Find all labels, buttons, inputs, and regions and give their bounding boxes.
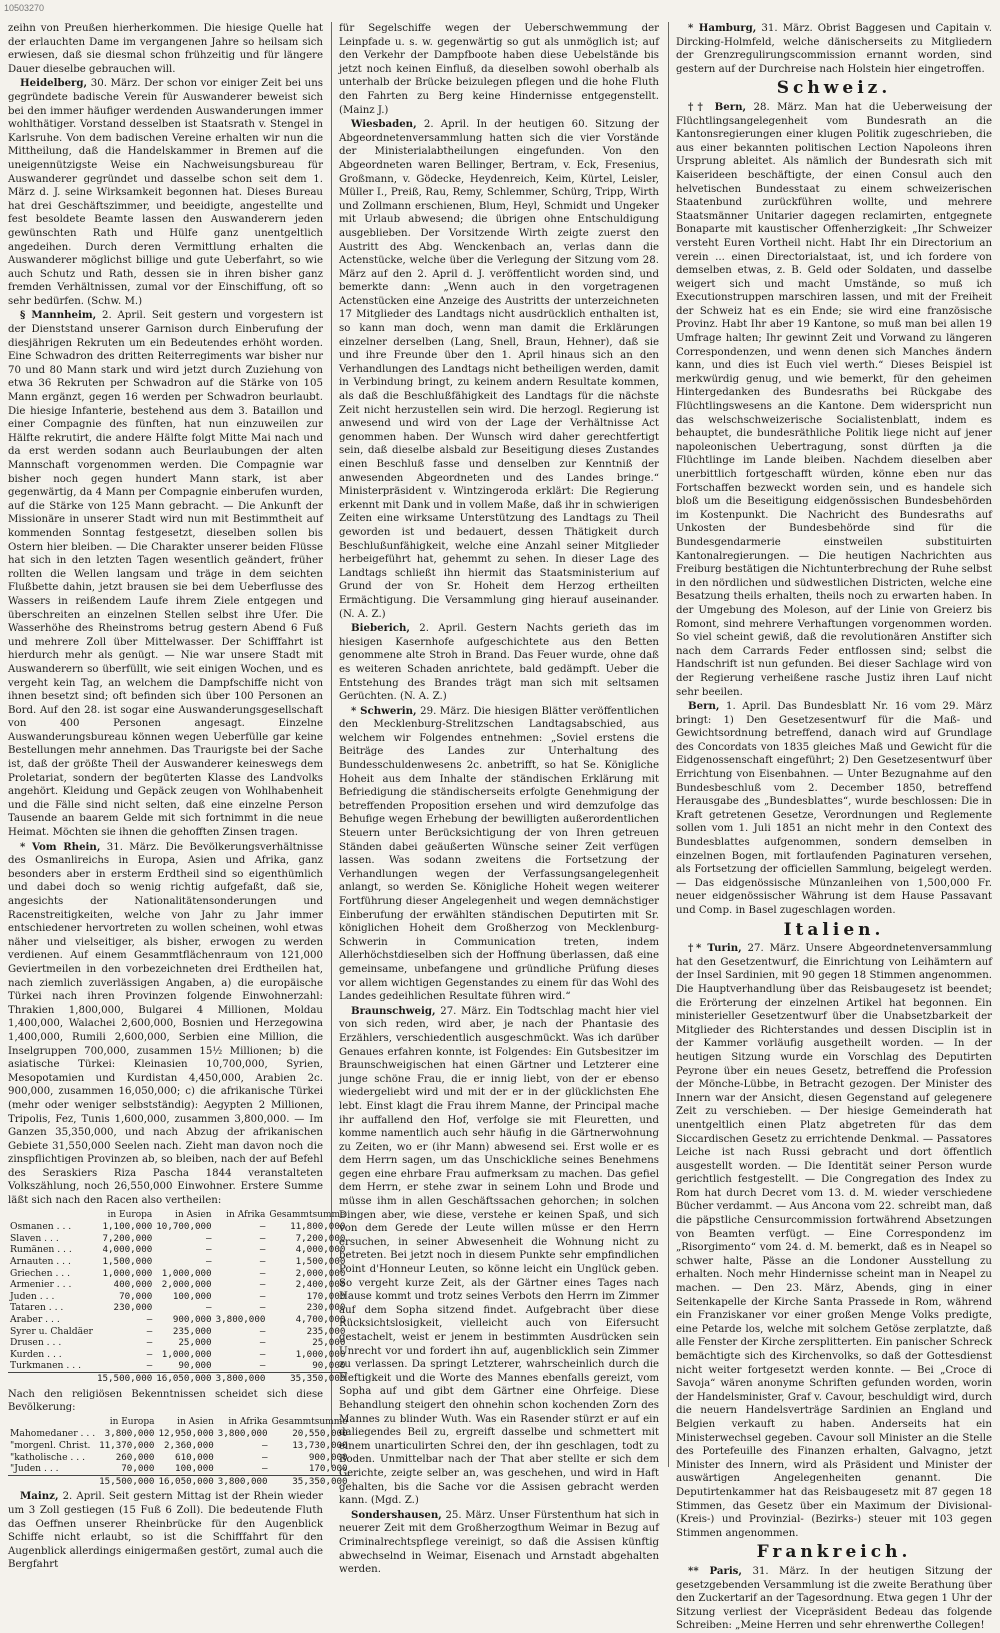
table-row [8,1244,347,1256]
article-body: 2. April. Seit gestern Mittag ist der Rhein wieder um 3 Zoll gestiegen (15 Fuß 6 Zoll). Die bedeutende Fluth das Oeffnen unserer Rheinbrücke für den Augenblick Schiffe nicht erlaubt, so ist die Schifffahrt für den Augenblick allerdings einigermaßen gestört, zumal auch die Bergfahrt [8,1491,323,1571]
article-paris [676,1565,992,1633]
table-cell: 90,000 [178,1360,212,1372]
table-cell: — [146,1348,153,1360]
table-cell: 1,000,000 [295,1348,346,1360]
table-cell: 3,800,000 [104,1428,155,1440]
table-cell: 1,000,000 [161,1348,212,1360]
table-cell: 1,100,000 [102,1221,153,1233]
table-cell: Rumänen . . . [10,1244,72,1256]
table-cell: 235,000 [172,1325,212,1337]
article-body: 28. März. Man hat die Ueberweisung der Flüchtlingsangelegenheit vom Bundesrath an die Kantonsregierungen einer klugen Politik zugeschrieben, die aus einer bekannten politischen Lection Napoleons ihren Ursprung ableitet. Als nämlich der Bundesrath sich mit Kaiserideen beschäftigte, der einen Consul auch den helvetischen Bundesstaat zu einem schweizerischen Staatenbund zurückführen wollte, und mehrere Staatsmänner Unitarier dagegen reclamirten, entgegnete Bonaparte mit kaustischer Offenherzigkeit: „Ihr Schweizer versteht Euren Vortheil nicht. Habt Ihr ein Directorium an verein ... einen Directorialstaat, ist, und ich fordere von demselben etwas, z. B. Geld oder Soldaten, und dasselbe weigert sich und macht Umstände, so muß ich Executionstruppen marschiren lassen, und mit der Freiheit der Schweiz hat es ein Ende; sie wird eine französische Provinz. Habt Ihr aber 19 Kantone, so muß man bei allen 19 Umfrage halten; Ihr gewinnt Zeit und Vorwand zu längeren Correspondenzen, und wenn denen sich Manches ändern kann, und dies ist Euch viel werth.“ Dieses Beispiel ist merkwürdig genug, und wie bemerkt, für den geheimen Hintergedanken des Bundesraths bei Rückgabe des Flüchtlingswesens an die Kantone. Dem widerspricht nun das welschschweizerische Socialistenblatt, indem es behauptet, die bundesräthliche Politik liege nicht auf jener napoleonischen Uebertragung, sonst dürften ja die Flüchtlinge im Lande bleiben. Nachdem dieselben aber unerbittlich fortgeschafft würden, könne eben nur das Fortschaffen bezweckt worden sein, und es handele sich bloß um die Beseitigung eidgenössischen Bundesbehörden im Kostenpunkt. Die Nachricht des Bundesraths auf Unkosten der Bundesbehörde sind für die Bundesgendarmerie einstweilen substituirten Kantonalregierungen. — Die heutigen Nachrichten aus Freiburg bestätigen die Nichtunterbrechung der Ruhe selbst in den nördlichen und südwestlichen Districten, welche eine Besatzung theils erhalten, theils noch zu erwarten haben. In der Umgebung des Moleson, auf der Linie von Greierz bis Romont, sind mehrere Verhaftungen vorgenommen worden. So viel scheint gewiß, daß die revolutionären Anstifter sich nach dem Carrards Feder entflossen sind; selbst die Handschrift ist nun gefunden. Bei dieser Sachlage wird von der Regierung verheißene rasche Justiz ihren Lauf nicht sehr beeilen. [676,101,992,698]
table-cell: — [259,1256,266,1268]
table-cell: — [259,1348,266,1360]
table-cell: — [262,1451,268,1463]
article-mannheim [8,309,323,839]
table-cell: 7,200,000 [295,1232,346,1244]
table-cell: 11,370,000 [99,1439,155,1451]
table-cell: 10,700,000 [156,1221,212,1233]
table-sum-cell: 16,050,000 [158,1475,214,1487]
table-cell: 100,000 [172,1290,212,1302]
dateline: †* Turin, [688,942,742,955]
article-body: 31. März. In der heutigen Sitzung der gesetzgebenden Versammlung ist die zweite Berathung über den Zuckertarif an der Tagesordnung. Etwa gegen 1 Uhr der Sitzung verliest der Vicepräsident Bedeau das folgende Schreiben: „Meine Herren und sehr ehrenwerthe Collegen! [676,1565,992,1632]
table-cell: Drusen . . . [10,1337,62,1349]
dateline: †† Bern, [688,100,747,113]
table-cell: Arnauten . . . [10,1256,71,1268]
column-3 [676,22,993,1632]
table-cell: — [259,1279,266,1291]
table-cell: 3,800,000 [217,1428,268,1440]
table-cell: Syrer u. Chaldäer [10,1325,93,1337]
dateline: Bern, [688,700,720,713]
table-cell: 4,000,000 [102,1244,153,1256]
table-cell: 1,000,000 [102,1267,153,1279]
article-bieberich [339,622,659,704]
table-column-header [8,1417,97,1429]
table-row [8,1279,347,1291]
dateline: Mainz, [20,1490,59,1503]
table-cell: — [259,1221,266,1233]
table-cell: Turkmanen . . . [10,1360,81,1372]
table-row [8,1256,347,1268]
table-column-header: Gesammtsumme [269,1209,346,1220]
table-column-header: in Asien [174,1209,212,1220]
table-cell: 400,000 [113,1279,153,1291]
table-cell: 11,800,000 [290,1221,346,1233]
table-row [8,1349,347,1361]
table-cell: 70,000 [121,1463,155,1475]
table-cell: 1,500,000 [102,1256,153,1268]
table-column-header: in Afrika [226,1209,266,1220]
table-cell: Armenier . . . [10,1279,72,1291]
table-cell: 100,000 [175,1463,214,1475]
article-braunschweig [339,1005,659,1508]
dateline: * Hamburg, [688,22,757,34]
table-cell: 13,730,000 [292,1439,348,1451]
table-cell: 7,200,000 [102,1232,153,1244]
table-cell: 25,000 [178,1337,212,1349]
table-cell: 2,360,000 [163,1439,214,1451]
table-cell: 230,000 [306,1302,346,1314]
column-rule-right [668,22,669,1467]
table-cell: 610,000 [175,1451,214,1463]
table-cell: — [146,1314,153,1325]
column-2 [339,22,659,1576]
table-row [8,1302,347,1314]
table-cell: 12,950,000 [158,1428,214,1440]
table-cell: 3,800,000 [215,1314,266,1325]
table-row [8,1291,347,1303]
section-heading-italien: Italien. [783,919,885,940]
table-cell: 1,500,000 [295,1256,346,1268]
article-sondershausen [339,1509,659,1577]
table-column-header [8,1210,95,1222]
table-cell: 4,000,000 [295,1244,346,1256]
table-caption: Nach den religiösen Bekenntnissen scheidet sich diese Bevölkerung: [8,1388,323,1414]
article-heidelberg [8,77,323,308]
table-cell: 2,400,000 [295,1279,346,1291]
table-cell: Tataren . . . [10,1302,64,1314]
table-sum-row [8,1475,350,1487]
dateline: § Mannheim, [20,309,97,322]
article-mainz [8,1490,323,1572]
table-column-header: in Europa [107,1209,153,1220]
table-row [8,1326,347,1338]
dateline: * Vom Rhein, [20,840,101,853]
table-cell: — [259,1337,266,1349]
table-column-header: in Asien [177,1416,214,1427]
table-row [8,1268,347,1280]
table-cell: Osmanen . . . [10,1221,72,1233]
table-row [8,1452,350,1464]
table-cell: "morgenl. Christ. [10,1439,91,1451]
table-cell: — [259,1232,266,1244]
table-cell: 170,000 [306,1290,346,1302]
article-paragraph: zeihn von Preußen hierherkommen. Die hiesige Quelle hat der erlauchten Dame im vergangenen Jahre so heilsam sich erwiesen, daß sie diesmal schon frühzeitig und für längere Dauer dieselbe gebrauchen will. [8,23,323,75]
table-sum-cell: 15,500,000 [96,1372,153,1384]
table-sum-cell: 3,800,000 [217,1475,268,1487]
article-turin [676,942,992,1540]
table-cell: 4,700,000 [295,1314,346,1325]
table-sum-cell: 16,050,000 [156,1372,212,1384]
table-cell: 2,000,000 [295,1267,346,1279]
article-body: 31. März. Die Bevölkerungsverhältnisse des Osmanlireichs in Europa, Asien und Afrika, ganz besonders aber in ersterm Erdtheil sind so eigenthümlich und dabei doch so wenig richtig aufgefaßt, daß sie, angesichts der Nationalitätensonderungen und Racenstreitigkeiten, welche von Jahr zu Jahr immer entschiedener hervortreten zu wollen scheinen, wohl etwas näher und vielseitiger, als bisher, erwogen zu werden verdienen. Auf einem Gesammtflächenraum von 121,000 Geviertmeilen in den vorbezeichneten drei Erdtheilen hat, nach ziemlich zuverlässigen Angaben, a) die europäische Türkei nach ihren Provinzen folgende Einwohnerzahl: Thrakien 1,800,000, Bulgarei 4 Millionen, Moldau 1,400,000, Walachei 2,600,000, Bosnien und Herzegowina 1,400,000, Rumili 2,600,000, Serbien eine Million, die Inselgruppen 700,000, zusammen 15½ Millionen; b) die asiatische Türkei: Kleinasien 10,700,000, Syrien, Mesopotamien und Kurdistan 4,450,000, Arabien 2c. 900,000, zusammen 16,050,000; c) die afrikanische Türkei (mehr oder weniger selbstständig): Aegypten 2 Millionen, Tripolis, Fez, Tunis 1,600,000, zusammen 3,800,000. — Im Ganzen 35,350,000, und nach Abzug der afrikanischen Gebiete 31,550,000 Seelen nach. Zieht man davon noch die zinspflichtigen Provinzen ab, so bleiben, nach der auf Befehl des Seraskiers Riza Pascha 1844 veranstalteten Volkszählung, noch 26,550,000 Einwohner. Erstere Summe läßt sich nach den Racen also vertheilen: [8,841,323,1207]
table-cell: — [206,1232,212,1244]
table-cell: 900,000 [172,1314,212,1325]
table-column-header: in Europa [109,1416,155,1427]
table-cell: Griechen . . . [10,1267,71,1279]
section-heading-frankreich: Frankreich. [756,1542,912,1563]
table-cell: — [146,1360,153,1372]
table-sum-cell [8,1475,97,1487]
table-cell: — [262,1439,268,1451]
table-cell: 1,000,000 [161,1267,212,1279]
table-row [8,1337,347,1349]
article-hamburg [676,22,992,76]
table-cell: Mahomedaner . . . [10,1428,96,1440]
dateline: Wiesbaden, [351,118,417,131]
article-body: 29. März. Die hiesigen Blätter veröffentlichen den Mecklenburg-Strelitzschen Landtagsabschied, aus welchem wir Folgendes entnehmen: „Soviel erstens die Beiträge des Landes zur Unterhaltung des Bundesschuldenwesens 2c. anbetrifft, so hat Se. Königliche Hoheit aus dem Inhalte der ständischen Erklärung mit Befriedigung die ständischerseits erfolgte Genehmigung der betreffenden Proposition ersehen und wird demzufolge das Behufige wegen Erhebung der bewilligten außerordentlichen Steuern unter Berücksichtigung der von Ihren getreuen Ständen dabei geäußerten Wünsche seiner Zeit verfügen lassen. Was sodann zweitens die Fortsetzung der Verhandlungen wegen der Verfassungsangelegenheit anlangt, so werden Se. Königliche Hoheit wegen weiterer Fortführung dieser Angelegenheit und wegen demnächstiger Einberufung der erwählten ständischen Deputirten mit Sr. königlichen Hoheit dem Großherzog von Mecklenburg-Schwerin in Communication treten, indem Allerhöchstdieselben sich der Hoffnung überlassen, daß eine gemeinsame, unbefangene und gründliche Prüfung dieses vor allem wichtigen Gegenstandes zu einem für das Wohl des Landes gedeihlichen Resultate führen wird.“ [339,705,659,1003]
table-column-header: Gesammtsumme [271,1416,348,1427]
table-cell: 25,000 [312,1337,346,1349]
table-row [8,1428,350,1440]
table-cell: — [259,1302,266,1314]
article-vom-rhein [8,841,323,1208]
article-body: 1. April. Das Bundesblatt Nr. 16 vom 29. März bringt: 1) Den Gesetzesentwurf für die Maß- und Gewichtsordnung betreffend, danach wird auf Grundlage des Concordats von 1835 gleiches Maß und Gewicht für die Eidgenossenschaft eingeführt; 2) Den Gesetzesentwurf über Errichtung von Eisenbahnen. — Unter Bezugnahme auf den Bundesbeschluß vom 2. December 1850, betreffend Herausgabe des „Bundesblattes“, wurde beschlossen: Die in Kraft getretenen Gesetze, Verordnungen und Reglemente sollen vom 1. Juli 1851 an nicht mehr in den Context des Bundesblattes aufgenommen, sondern demselben in einzelnen Bogen, mit fortlaufenden Paginaturen versehen, als Fortsetzung der officiellen Sammlung, beigelegt werden. — Das eidgenössische Münzanleihen von 1,500,000 Fr. neuer eidgenössischer Währung ist dem Hause Passavant und Comp. in Basel zugeschlagen worden. [676,701,992,916]
table-cell: 235,000 [306,1325,346,1337]
article-body: 30. März. Der schon vor einiger Zeit bei uns gegründete badische Verein für Auswanderer beweist sich bei den immer häufiger werdenden Auswanderungen immer wohlthätiger. Vorstand desselben ist Staatsrath v. Stengel in Karlsruhe. Von dem badischen Vereine erhalten wir nun die Mittheilung, daß die Handelskammer in Bremen auf die uneigennützigste Weise ein Nachweisungsbureau für Auswanderer gegründet und dasselbe schon seit dem 1. März d. J. seine Wirksamkeit begonnen hat. Dieses Bureau hat drei Geschäftszimmer, und beeidigte, angestellte und fest besoldete Beamte lassen den Auswanderern jeden gewünschten Rath und Hülfe ganz unentgeltlich angedeihen. Durch deren Vermittlung erhalten die Auswanderer möglichst billige und gute Ueberfahrt, so wie auch Schutz und Rath, dessen sie in ihren bisher ganz fremden Verhältnissen, zumal vor der Einschiffung, oft so sehr bedürfen. (Schw. M.) [8,78,323,307]
article-body: 2. April. In der heutigen 60. Sitzung der Abgeordnetenversammlung hatten sich die vier Vorstände der Ministerialabtheilungen eingefunden. Von den Abgeordneten waren Bellinger, Bertram, v. Eck, Fresenius, Großmann, v. Gödecke, Heydenreich, Keim, Kürtel, Leisler, Müller I., Preiß, Rau, Remy, Schlemmer, Schürg, Tripp, Wirth und Zollmann erschienen, Blum, Heyl, Schmidt und Ungeker mit Urlaub abwesend; die übrigen ohne Entschuldigung ausgeblieben. Der Vorsitzende Wirth zeigte zuerst den Austritt des Abg. Wenckenbach an, verlas dann die Actenstücke, welche über die Verlegung der Sitzung vom 28. März auf den 2. April d. J. veröffentlicht worden sind, und bemerkte dann: „Wenn auch in den vorgetragenen Actenstücken eine Anzeige des Austritts der unterzeichneten 17 Mitglieder des Landtags nicht ausdrücklich enthalten ist, so kann man doch, wenn man damit die Erklärungen einzelner derselben (Lang, Snell, Braun, Hehner), daß sie und ihre Freunde über den 1. April hinaus sich an den Verhandlungen des Landtags nicht betheiligen werden, damit in Verbindung bringt, zu keinem andern Resultate kommen, als daß die Beschlußfähigkeit des Landtags für die nächste Zeit nicht herzustellen sein wird. Die herzogl. Regierung ist anwesend und wird von der Lage der Verhältnisse Act genommen haben. Der Wunsch wird daher gerechtfertigt sein, daß dieselbe alsbald zur Beseitigung dieses Zustandes einen Beschluß fasse und denselben zur Kenntniß der anwesenden Abgeordneten und des Landes bringe.“ Ministerpräsident v. Wintzingeroda erklärt: Die Regierung erkennt mit Dank und in vollem Maße, daß ihr in schwierigen Zeiten eine wirksame Unterstützung des Landtags zu Theil geworden ist und bedauert, dessen Thätigkeit durch Beschlußunfähigkeit, welche eine Anzahl seiner Mitglieder herbeigeführt hat, gehemmt zu sehen. In dieser Lage des Landtags schließt ihn hiermit das Staatsministerium auf Grund der von Sr. Hoheit dem Herzog ertheilten Ermächtigung. Die Versammlung ging hierauf auseinander. (N. A. Z.) [339,119,659,620]
table-header-row [8,1417,350,1429]
table-cell: 230,000 [113,1302,153,1314]
article-body: 2. April. Seit gestern und vorgestern ist der Dienststand unserer Garnison durch Einberufung der diesjährigen Rekruten um ein Bedeutendes erhöht worden. Eine Schwadron des dritten Reiterregiments war bisher nur 70 und 80 Mann stark und wird jetzt durch Zuziehung von etwa 36 Rekruten per Schwadron auf die Stärke von 105 Mann ergänzt, gegen 16 werden per Schwadron beurlaubt. Die hiesige Infanterie, bestehend aus dem 3. Bataillon und einer Compagnie des fünften, hat nun einzuweilen zur Hälfte rekrutirt, die andere Hälfte folgt Mitte Mai nach und da erst werden sodann auch Beurlaubungen der alten Mannschaft vorgenommen werden. Die Compagnie war bisher noch gegen hundert Mann stark, ist aber gegenwärtig, da 4 Mann per Compagnie einberufen wurden, auf die Stärke von 125 Mann gebracht. — Die Ankunft der Missionäre in unserer Stadt wird nun mit Bestimmtheit auf kommenden Sonntag festgesetzt, dieselben sollen bis Ostern hier bleiben. — Die Charakter unserer beiden Flüsse hat sich in den letzten Tagen wesentlich geändert, früher rollten die Wellen langsam und träge in dem seichten Flußbette dahin, jetzt brausen sie bei dem Ueberflusse des Wassers in reißendem Laufe ihrem Ziele entgegen und überschreiten an einzelnen Stellen selbst ihre Ufer. Die Wasserhöhe des Rheinstroms betrug gestern Abend 6 Fuß und mehrere Zoll über Mittelwasser. Der Schifffahrt ist hierdurch mehr als genügt. — Nie war unsere Stadt mit Auswanderern so überfüllt, wie seit einigen Wochen, und es vergeht kein Tag, an welchem die Dampfschiffe nicht von ihnen besetzt sind; oft befinden sich über 100 Personen an Bord. Auf den 28. ist sogar eine Auswanderungsgesellschaft von 400 Personen angesagt. Einzelne Auswanderungsbureau können wegen Ueberfülle gar keine Bestellungen mehr annehmen. Das Traurigste bei der Sache ist, daß der größte Theil der Auswanderer keineswegs dem Proletariat, sondern der begüterten Klasse des Landvolks angehört. Kleidung und Gepäck zeugen von Wohlhabenheit und die Fälle sind nicht selten, daß eine einzelne Person Tausende an baarem Gelde mit sich fortnimmt in die neue Heimat. Möchten sie ihnen die gehofften Zinsen tragen. [8,310,324,839]
table-sum-cell: 3,800,000 [215,1372,266,1384]
table-cell: — [259,1267,266,1279]
article-paragraph: für Segelschiffe wegen der Ueberschwemmung der Leinpfade u. s. w. gegenwärtig so gut als unmöglich ist; auf den Verkehr der Dampfboote haben diese Uebelstände bis jetzt noch keinen Einfluß, da dieselben sowohl oberhalb als unterhalb der Brücke beizulegen pflegen und die hohe Fluth den Fahrten zu Berg keine Hindernisse entgegenstellt. (Mainz J.) [339,23,659,116]
table-header-row [8,1210,347,1222]
table-row [8,1440,350,1452]
article-body: 31. März. Obrist Baggesen und Capitain v. Dircking-Holmfeld, welche dänischerseits zu Mitgliedern der Grenzregulirungscommission ernannt worden, sind gestern auf der Durchreise nach Holstein hier eingetroffen. [676,23,993,75]
section-heading-schweiz: Schweiz. [776,78,892,99]
dateline: Braunschweig, [351,1004,436,1017]
table-sum-row [8,1372,347,1384]
table-column-header: in Afrika [228,1416,268,1427]
table-row [8,1463,350,1475]
table-cell: — [206,1302,212,1314]
table-cell: Kurden . . . [10,1348,62,1360]
table-row [8,1221,347,1233]
dateline: Heidelberg, [20,77,88,90]
table-cell: — [262,1463,268,1475]
table-cell: Juden . . . [10,1290,55,1302]
table-sum-cell [8,1372,95,1384]
table-cell: — [259,1325,266,1337]
table-sum-cell: 35,350,000 [267,1372,347,1384]
table-row [8,1314,347,1326]
dateline: ** Paris, [688,1564,742,1577]
table-cell: 20,550,000 [292,1428,348,1440]
table-cell: 2,000,000 [161,1279,212,1291]
table-row [8,1233,347,1245]
table-cell: Slaven . . . [10,1232,59,1244]
population-by-religion-table [8,1417,350,1488]
table-cell: — [259,1360,266,1372]
article-body: 25. März. Unser Fürstenthum hat sich in neuerer Zeit mit dem Großherzogthum Weimar in Bezug auf Criminalrechtspflege vereinigt, so daß die Assisen künftig abwechselnd in Weimar, Eisenach und Arnstadt abgehalten werden. [339,1509,659,1576]
table-cell: — [146,1337,153,1349]
table-cell: "katholische . . . [10,1451,86,1463]
table-sum-cell: 15,500,000 [99,1475,155,1487]
population-by-race-table [8,1210,347,1385]
page-id: 10503270 [4,3,45,13]
table-row [8,1360,347,1372]
table-cell: Araber . . . [10,1314,60,1325]
table-cell: — [259,1290,266,1302]
table-cell: — [146,1325,153,1337]
article-bern-2 [676,700,992,918]
article-wiesbaden [339,118,659,621]
table-cell: — [206,1244,212,1256]
table-cell: — [259,1244,266,1256]
article-schwerin [339,705,659,1004]
table-sum-cell: 35,350,000 [270,1475,350,1487]
dateline: Sondershausen, [351,1508,442,1521]
article-body: 27. März. Unsere Abgeordnetenversammlung hat den Gesetzentwurf, die Einrichtung von Leihämtern auf der Insel Sardinien, mit 90 gegen 18 Stimmen angenommen. Die Hauptverhandlung über das Reisbaugesetz ist beendet; die Erörterung der einzelnen Artikel hat begonnen. Ein ministerieller Gesetzentwurf über die Unabsetzbarkeit der Mitglieder des Richterstandes und dessen Disciplin ist in der Kammer vorläufig ausgetheilt worden. — In der heutigen Sitzung wurde ein Vorschlag des Deputirten Peyrone über ein neues Gesetz, betreffend die Profession der Mönche-Lübbe, in Betracht gezogen. Der Minister des Innern war der Ansicht, diesen Gegenstand auf gelegenere Zeit zu verschieben. — Der hiesige Gemeinderath hat unentgeltlich einen Platz abgetreten für das dem Siccardischen Gesetz zu errichtende Denkmal. — Passatores Leiche ist nach Russi gebracht und dort öffentlich ausgestellt worden. — Die Identität seiner Person wurde gerichtlich festgestellt. — Die Congregation des Index zu Rom hat durch Decret vom 13. d. M. wieder verschiedene Bücher verdammt. — Aus Ancona vom 22. schreibt man, daß die päpstliche Censurcommission fortwährend Absetzungen von Beamten verfügt. — Eine Correspondenz im „Risorgimento“ vom 24. d. M. bemerkt, daß es in Neapel so schwer halte, Pässe an die Londoner Ausstellung zu erhalten. Noch mehr Hindernisse scheint man in Neapel zu machen. — Den 23. März, Abends, ging in einer Seitenkapelle der Kirche Santa Prassede in Rom, während ein Franziskaner vor einer großen Menge Volks predigte, eine Petarde los, welche mit solchem Getöse zerplatzte, daß alle Fenster der Kirche zersplitterten. Ein panischer Schreck bemächtigte sich des Kirchenvolks, so daß der Gottesdienst nicht weiter fortgesetzt werden konnte. — Bei „Croce di Savoja“ wären anonyme Schriften gefunden worden, worin der Handelsminister, Graf v. Cavour, beschuldigt wird, durch die neuern Handelsverträge Sardinien an England und Belgien verkauft zu haben. Anderseits hat ein Ministerwechsel gegeben. Cavour soll Minister an die Stelle des Portefeuille des Finanzen erhalten, Galvagno, jetzt Minister des Innern, wird als Präsident und Minister der auswärtigen Angelegenheiten genannt. Die Deputirtenkammer hat das Reisbaugesetz mit 87 gegen 18 Stimmen, das Gesetz über ein Maximum der Divisional- (Kreis-) und Provinzial- (Bezirks-) steuer mit 103 gegen Stimmen angenommen. [676,943,992,1539]
table-cell: 900,000 [308,1451,348,1463]
article-body: 27. März. Ein Todtschlag macht hier viel von sich reden, wird aber, je nach der Phantasie des Erzählers, verschiedentlich ausgeschmückt. Was ich darüber Genaues erfahren konnte, ist Folgendes: Ein Gutsbesitzer im Braunschweigischen hat einen Gärtner und Letzterer eine junge schöne Frau, die er innig liebt, von der er ebenso wiedergeliebt wird und mit der er in der glücklichsten Ehe lebt. Einst klagt die Frau ihrem Manne, der Principal mache ihr auffallend den Hof, verfolge sie mit Fleuretten, und komme namentlich auch sehr häufig in die Gärtnerwohnung zu Zeiten, wo er (ihr Mann) abwesend sei. Erst wolle er es dem Herrn sagen, um das Unschickliche seines Benehmens gegen eine ehrbare Frau aufmerksam zu machen. Das gefiel dem Herrn, er stehe zwar in seinem Lohn und Brode und müsse ihm in allen Geschäftssachen gehorchen; in solchen Dingen aber, wie diese, verstehe er keinen Spaß, und sich von dem Gerede der Leute willen müsse er den Herrn ersuchen, in seiner Abwesenheit die Wohnung nicht zu betreten. Bei jetzt noch in diesem Punkte sehr empfindlichen Point d'Honneur Leuten, so könne leicht ein Unglück geben. So vergeht kurze Zeit, als der Gärtner eines Tages nach Hause kommt und trotz seines Verbots den Herrn im Zimmer auf dem Sopha sitzend findet. Aufgebracht über diese Rücksichtslosigkeit, vielleicht auch von Eifersucht gestachelt, weist er jenem in bestimmten Ausdrücken sein Unrecht vor und fordert ihn auf, augenblicklich sein Zimmer zu verlassen. Da springt Letzterer, wahrscheinlich durch die Heftigkeit und die Worte des Mannes ebenfalls gereizt, vom Sopha auf und gibt dem Gärtner eine Ohrfeige. Diese Behandlung steigert den ohnehin schon kochenden Zorn des Mannes zu blinder Wuth. Was ein Rasender stürzt er auf ein daliegendes Beil zu, ergreift dasselbe und schmettert mit einem unarticulirten Schrei den, der ihn geschlagen, todt zu Boden. Unmittelbar nach der That aber stellte er sich dem Gerichte, zeigte selber an, was geschehen, und wird in Haft gehalten, bis die Sache vor die Assisen gebracht werden kann. (Mgd. Z.) [339,1005,659,1507]
dateline: * Schwerin, [351,704,417,717]
table-cell: 90,000 [312,1360,346,1372]
column-1 [8,22,348,1571]
table-cell: 70,000 [119,1290,153,1302]
dateline: Bieberich, [351,622,410,635]
table-cell: "Juden . . . [10,1463,59,1475]
article-body: 2. April. Gestern Nachts gerieth das im hiesigen Kasernhofe aufgeschichtete aus den Betten genommene alte Stroh in Brand. Das Feuer wurde, ohne daß es weiteren Schaden anrichtete, bald gedämpft. Ueber die Entstehung des Brandes trägt man sich mit seltsamen Gerüchten. (N. A. Z.) [339,623,659,703]
table-cell: 170,000 [308,1463,348,1475]
table-cell: — [206,1256,212,1268]
article-bern-1 [676,101,992,699]
table-cell: 260,000 [115,1451,155,1463]
